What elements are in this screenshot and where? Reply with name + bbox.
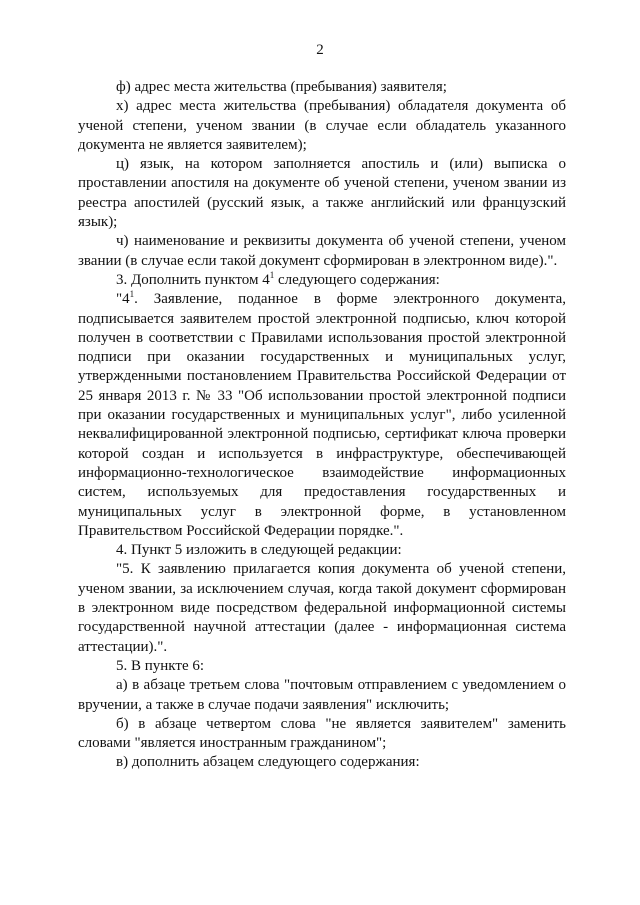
amendment-item-3 [78,271,566,290]
clause-4-1 [78,290,566,541]
document-body [78,78,566,773]
amendment-item-3-text-end: следующего содержания: [274,271,440,288]
superscript: 1 [129,289,135,300]
clause-4-1-text: . Заявление, поданное в форме электронного документа, подписывается заявителем простой электронной подписью, ключ которой получен в соответствии с Правилами использования простой электронной подписи при оказании государственных и муниципальных услуг, утвержденными постановлением Правительства Российской Федерации от 25 января 2013 г. № 33 "Об использовании простой электронной подписи при оказании государственных и муниципальных услуг", либо усиленной неквалифицированной электронной подписью, сертификат ключа проверки которой создан и используется в инфраструктуре, обеспечивающей информационно-технологическое взаимодействие информационных систем, используемых для предоставления государственных и муниципальных услуг в электронной форме, в установленном Правительством Российской Федерации порядке.". [78,291,566,539]
amendment-item-5: 5. В пункте 6: [116,657,205,674]
page-number: 2 [316,42,324,58]
subitem-ch: ч) наименование и реквизиты документа об ученой степени, ученом звании (в случае если такой документ сформирован в электронном виде).". [78,233,566,269]
amendment-item-4: 4. Пункт 5 изложить в следующей редакции: [116,542,402,559]
superscript: 1 [269,269,275,280]
subitem-f: ф) адрес места жительства (пребывания) заявителя; [116,79,447,95]
clause-5: "5. К заявлению прилагается копия документа об ученой степени, ученом звании, за исключением случая, когда такой документ сформирован в электронном виде посредством федеральной информационной системы государственной научной аттестации (далее - информационная система аттестации).". [78,561,566,655]
subitem-v: в) дополнить абзацем следующего содержания: [116,754,420,771]
subitem-b: б) в абзаце четвертом слова "не является заявителем" заменить словами "является иностранным гражданином"; [78,715,566,752]
subitem-a: а) в абзаце третьем слова "почтовым отправлением с уведомлением о вручении, а также в случае подачи заявления" исключить; [78,677,566,713]
amendment-item-3-text: 3. Дополнить пунктом 4 [116,271,270,288]
subitem-ts: ц) язык, на котором заполняется апостиль и (или) выписка о проставлении апостиля на документе об ученой степени, ученом звании из реестра апостилей (русский язык, а также английский или французский язык); [78,156,566,231]
subitem-kh: х) адрес места жительства (пребывания) обладателя документа об ученой степени, ученом звании (в случае если обладатель указанного документа не является заявителем); [78,98,566,153]
clause-4-1-number: "4 [116,291,130,308]
